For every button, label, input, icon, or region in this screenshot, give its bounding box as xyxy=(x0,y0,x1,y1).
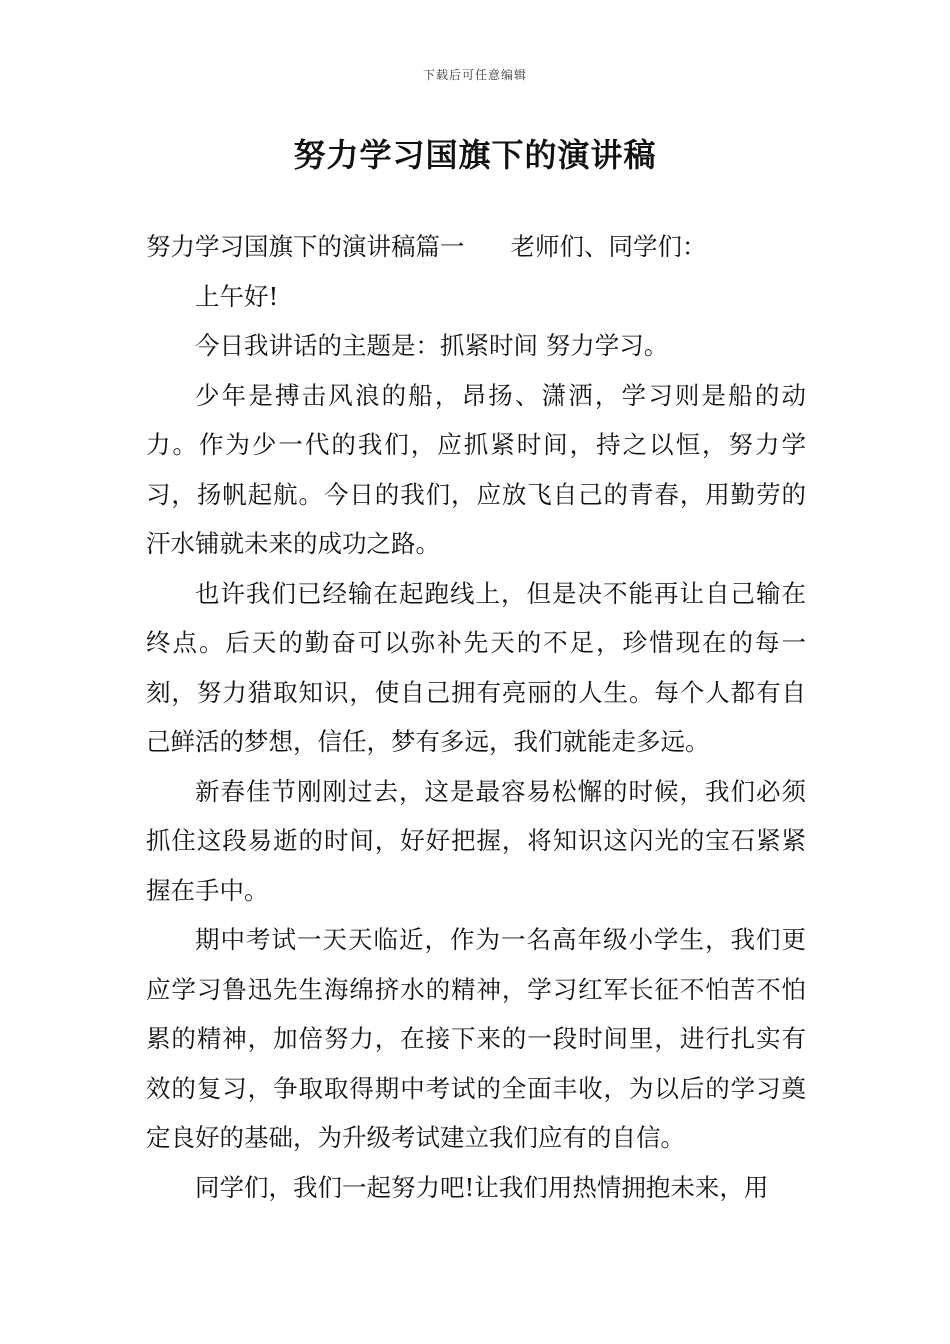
intro-line xyxy=(146,222,806,272)
download-note: 下载后可任意编辑 xyxy=(422,68,527,82)
paragraph-greeting: 上午好! xyxy=(195,281,279,311)
speech-heading: 努力学习国旗下的演讲稿篇一 xyxy=(146,232,465,261)
paragraph-youth: 少年是搏击风浪的船，昂扬、潇洒，学习则是船的动力。作为少一代的我们，应抓紧时间，持之以恒，努力学习，扬帆起航。今日的我们，应放飞自己的青春，用勤劳的汗水铺就未来的成功之路。 xyxy=(146,380,806,558)
paragraph-spring-festival: 新春佳节刚刚过去，这是最容易松懈的时候，我们必须抓住这段易逝的时间，好好把握，将知识这闪光的宝石紧紧握在手中。 xyxy=(146,776,806,905)
document-title: 努力学习国旗下的演讲稿 xyxy=(293,136,657,174)
paragraph-closing: 同学们，我们一起努力吧!让我们用热情拥抱未来，用 xyxy=(195,1172,769,1202)
salutation: 老师们、同学们： xyxy=(510,232,707,261)
document-body xyxy=(146,222,806,1212)
paragraph-midterm: 期中考试一天天临近，作为一名高年级小学生，我们更应学习鲁迅先生海绵挤水的精神，学习红军长征不怕苦不怕累的精神，加倍努力，在接下来的一段时间里，进行扎实有效的复习，争取取得期中考试的全面丰收，为以后的学习奠定良好的基础，为升级考试建立我们应有的自信。 xyxy=(146,925,806,1152)
paragraph-theme: 今日我讲话的主题是：抓紧时间 努力学习。 xyxy=(195,331,669,360)
paragraph-diligence: 也许我们已经输在起跑线上，但是决不能再让自己输在终点。后天的勤奋可以弥补先天的不足，珍惜现在的每一刻，努力猎取知识，使自己拥有亮丽的人生。每个人都有自己鲜活的梦想，信任，梦有多远，我们就能走多远。 xyxy=(146,578,806,756)
